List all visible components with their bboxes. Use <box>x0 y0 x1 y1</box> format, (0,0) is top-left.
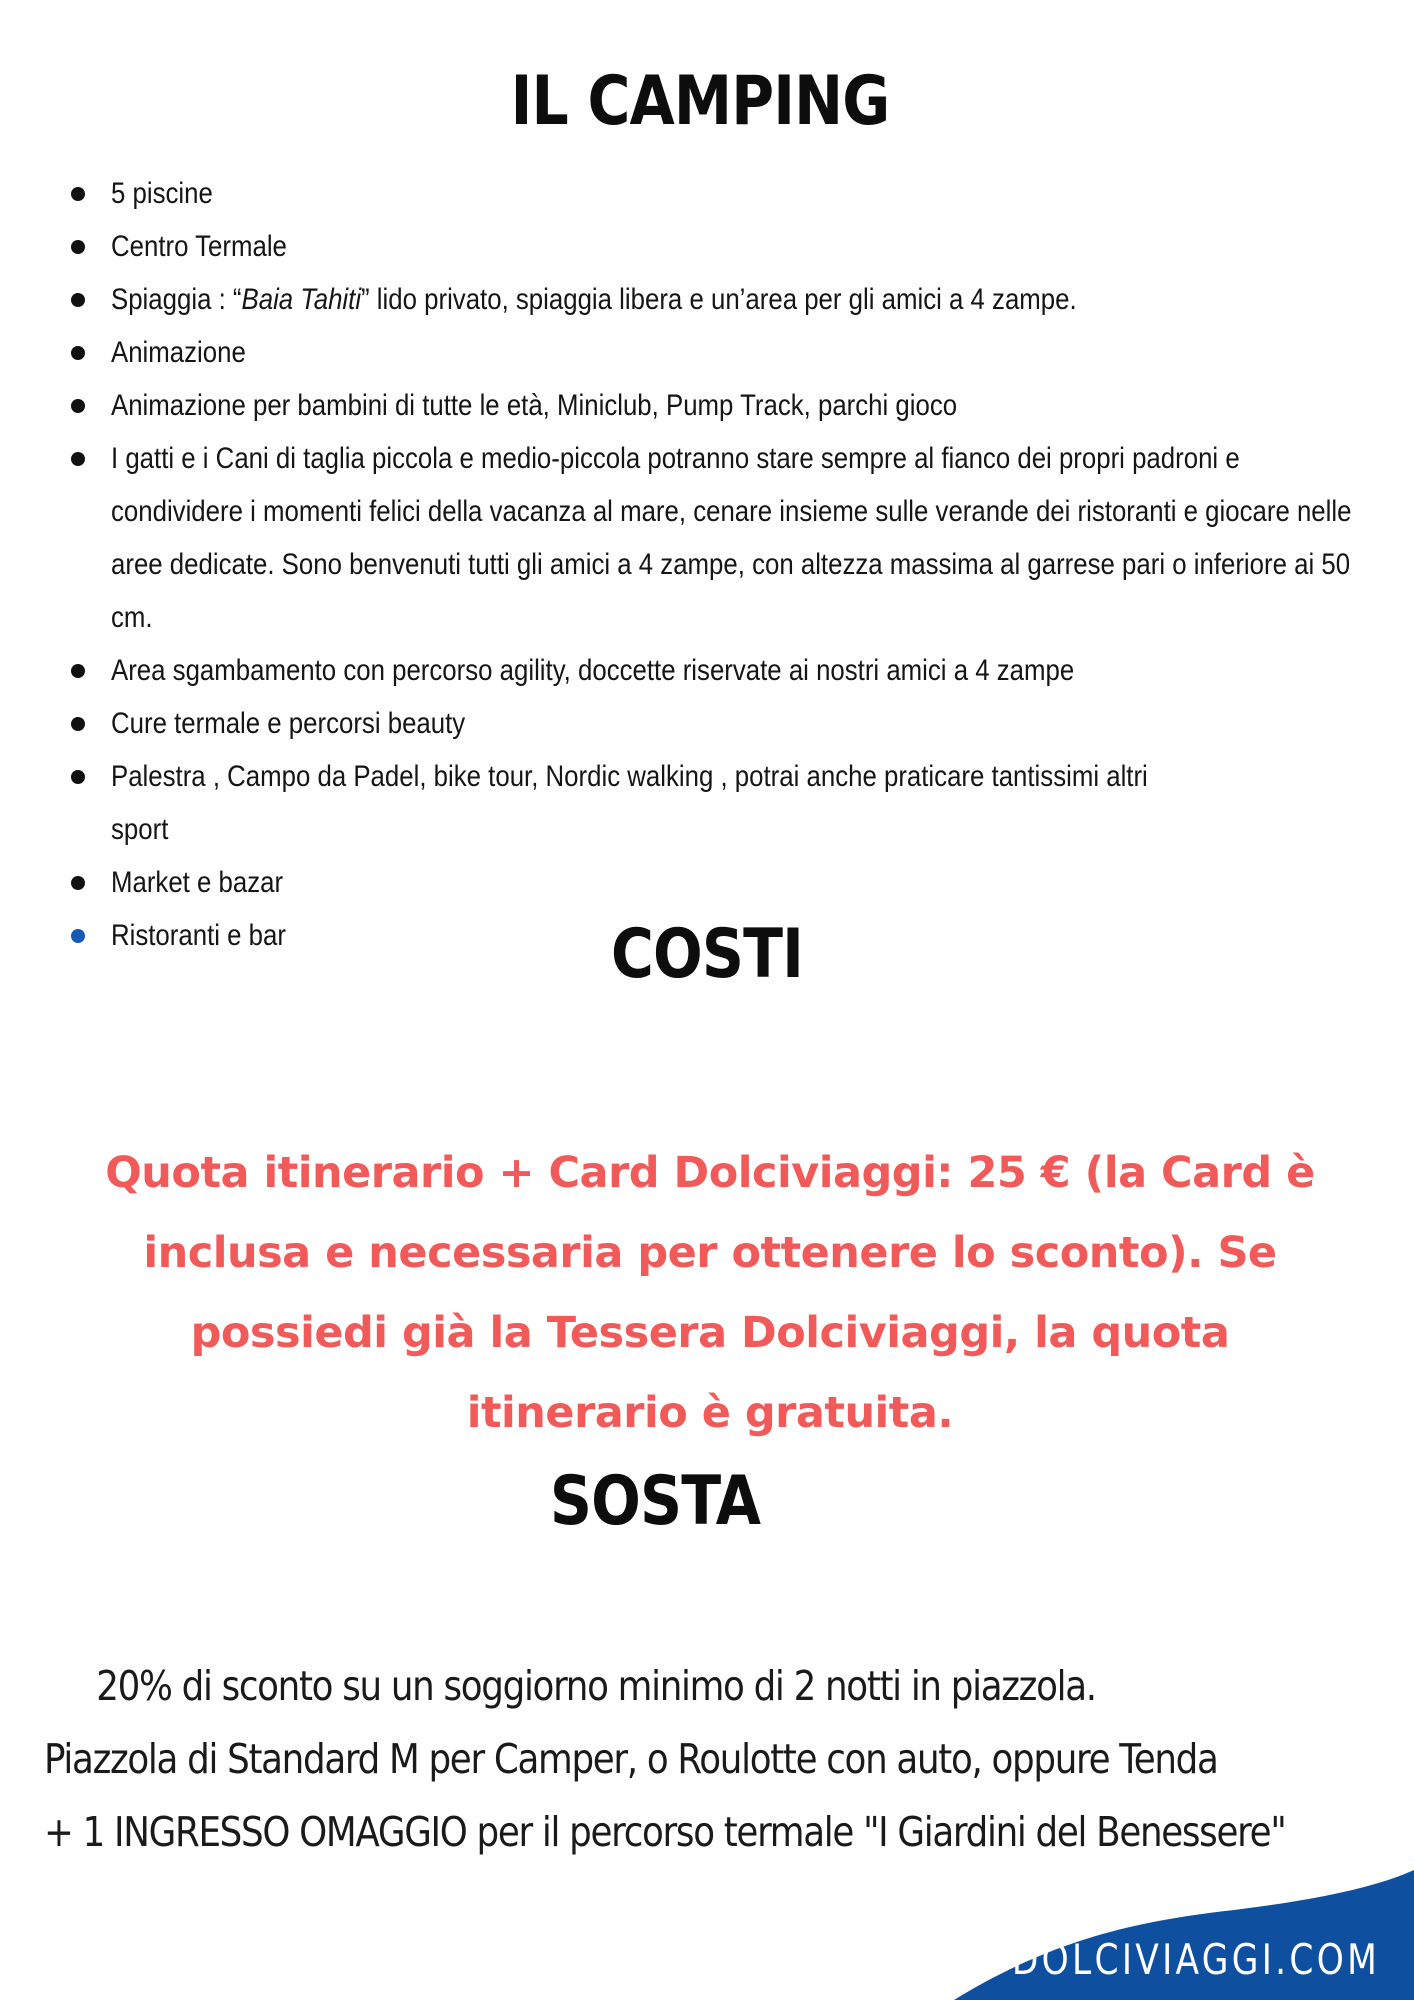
sosta-line: 20% di sconto su un soggiorno minimo di 2 notti in piazzola. <box>96 1662 1096 1710</box>
list-item: Area sgambamento con percorso agility, doccette riservate ai nostri amici a 4 zampe <box>70 644 1370 697</box>
bullet-icon <box>71 770 85 784</box>
list-item: I gatti e i Cani di taglia piccola e medio-piccola potranno stare sempre al fianco dei propri padroni e condividere i momenti felici della vacanza al mare, cenare insieme sulle verande dei ristoranti e giocare nelle aree dedicate. Sono benvenuti tutti gli amici a 4 zampe, con altezza massima al garrese pari o inferiore ai 50 cm. <box>70 432 1370 644</box>
bullet-icon <box>71 399 85 413</box>
sosta-title: SOSTA <box>549 1462 761 1541</box>
bullet-icon <box>71 187 85 201</box>
list-item: Market e bazar <box>70 856 1370 909</box>
list-item: Spiaggia : “Baia Tahiti” lido privato, spiaggia libera e un’area per gli amici a 4 zampe. <box>70 273 1370 326</box>
bullet-icon <box>71 346 85 360</box>
bullet-icon <box>71 452 85 466</box>
list-item: Centro Termale <box>70 220 1370 273</box>
bullet-icon <box>71 293 85 307</box>
sosta-line: Piazzola di Standard M per Camper, o Roulotte con auto, oppure Tenda <box>44 1735 1218 1783</box>
list-item: Animazione <box>70 326 1370 379</box>
list-item: Ristoranti e bar <box>70 909 1370 962</box>
footer-brand[interactable]: DOLCIVIAGGI.COM <box>1011 1935 1380 1984</box>
list-item: Palestra , Campo da Padel, bike tour, Nordic walking , potrai anche praticare tantissimi altri sport <box>70 750 1370 856</box>
beach-name: Baia Tahiti <box>241 283 362 316</box>
bullet-icon <box>71 717 85 731</box>
list-item: 5 piscine <box>70 167 1370 220</box>
camping-title: IL CAMPING <box>510 62 890 141</box>
bullet-icon <box>71 240 85 254</box>
bullet-icon <box>71 876 85 890</box>
bullet-icon <box>71 664 85 678</box>
costi-title: COSTI <box>610 915 804 994</box>
list-item: Animazione per bambini di tutte le età, Miniclub, Pump Track, parchi gioco <box>70 379 1370 432</box>
bullet-icon <box>71 929 85 943</box>
sosta-text <box>44 1650 1404 1869</box>
list-item: Cure termale e percorsi beauty <box>70 697 1370 750</box>
camping-features-list <box>70 167 1370 962</box>
costi-text: Quota itinerario + Card Dolciviaggi: 25 € (la Card è inclusa e necessaria per ottenere lo sconto). Se possiedi già la Tessera Dolciviaggi, la quota itinerario è gratuita. <box>105 1148 1315 1438</box>
sosta-line: + 1 INGRESSO OMAGGIO per il percorso termale "I Giardini del Benessere" <box>44 1808 1286 1856</box>
